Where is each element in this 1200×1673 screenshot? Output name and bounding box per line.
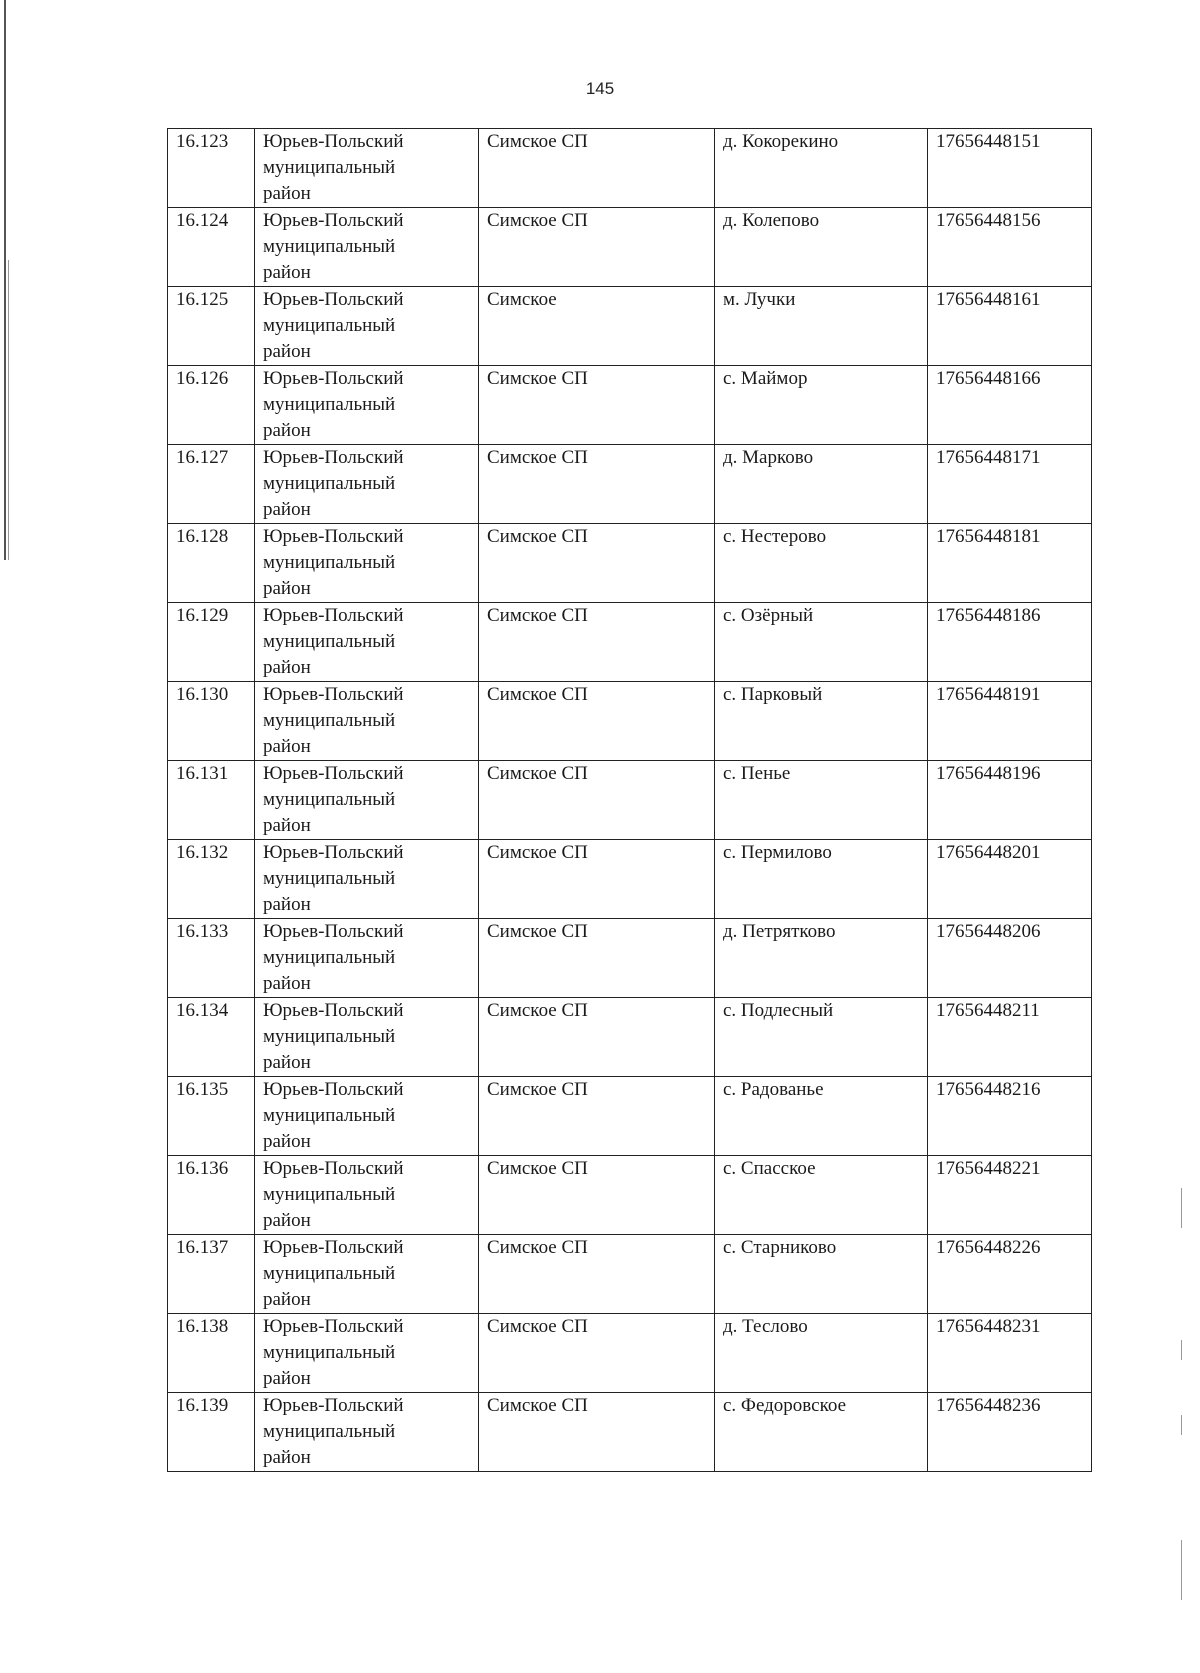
district-line: Юрьев-Польский — [263, 684, 404, 705]
district-cell — [255, 208, 479, 287]
table-row — [168, 445, 1092, 524]
district-line: муниципальный — [263, 789, 396, 810]
settlement-cell: Симское СП — [479, 603, 715, 682]
table-row — [168, 1314, 1092, 1393]
row-number: 16.124 — [168, 208, 255, 287]
district-line: муниципальный — [263, 947, 396, 968]
locality-cell: д. Марково — [715, 445, 928, 524]
table-row — [168, 129, 1092, 208]
district-line: район — [263, 1368, 311, 1389]
district-line: муниципальный — [263, 868, 396, 889]
row-number: 16.138 — [168, 1314, 255, 1393]
row-number: 16.127 — [168, 445, 255, 524]
district-line: муниципальный — [263, 473, 396, 494]
district-line: Юрьев-Польский — [263, 210, 404, 231]
row-number: 16.128 — [168, 524, 255, 603]
district-line: Юрьев-Польский — [263, 289, 404, 310]
district-cell — [255, 287, 479, 366]
district-line: муниципальный — [263, 1105, 396, 1126]
settlements-table — [167, 128, 1092, 1472]
locality-cell: с. Спасское — [715, 1156, 928, 1235]
settlement-cell: Симское СП — [479, 1235, 715, 1314]
table-row — [168, 682, 1092, 761]
settlement-cell: Симское СП — [479, 445, 715, 524]
district-line: Юрьев-Польский — [263, 1079, 404, 1100]
district-line: Юрьев-Польский — [263, 1395, 404, 1416]
district-line: район — [263, 499, 311, 520]
table-row — [168, 998, 1092, 1077]
page-number: 145 — [585, 79, 615, 98]
district-line: муниципальный — [263, 1026, 396, 1047]
district-line: район — [263, 1210, 311, 1231]
district-line: Юрьев-Польский — [263, 1000, 404, 1021]
district-cell — [255, 1077, 479, 1156]
oktmo-code-cell: 17656448211 — [928, 998, 1092, 1077]
district-cell — [255, 761, 479, 840]
district-line: Юрьев-Польский — [263, 447, 404, 468]
district-line: муниципальный — [263, 552, 396, 573]
table-row — [168, 919, 1092, 998]
settlement-cell: Симское СП — [479, 919, 715, 998]
oktmo-code-cell: 17656448191 — [928, 682, 1092, 761]
oktmo-code-cell: 17656448166 — [928, 366, 1092, 445]
district-cell — [255, 524, 479, 603]
row-number: 16.129 — [168, 603, 255, 682]
district-line: Юрьев-Польский — [263, 921, 404, 942]
settlement-cell: Симское СП — [479, 998, 715, 1077]
district-line: район — [263, 894, 311, 915]
district-cell — [255, 1235, 479, 1314]
district-line: муниципальный — [263, 1184, 396, 1205]
oktmo-code-cell: 17656448196 — [928, 761, 1092, 840]
scan-mark — [1181, 1340, 1182, 1360]
oktmo-code-cell: 17656448231 — [928, 1314, 1092, 1393]
row-number: 16.134 — [168, 998, 255, 1077]
oktmo-code-cell: 17656448156 — [928, 208, 1092, 287]
district-line: муниципальный — [263, 236, 396, 257]
district-line: муниципальный — [263, 157, 396, 178]
district-line: муниципальный — [263, 394, 396, 415]
district-line: муниципальный — [263, 1263, 396, 1284]
oktmo-code-cell: 17656448206 — [928, 919, 1092, 998]
settlement-cell: Симское СП — [479, 1077, 715, 1156]
table-row — [168, 208, 1092, 287]
oktmo-code-cell: 17656448151 — [928, 129, 1092, 208]
table-body — [168, 129, 1092, 1472]
district-line: район — [263, 1289, 311, 1310]
scan-edge-mark — [8, 260, 9, 560]
district-cell — [255, 840, 479, 919]
district-line: Юрьев-Польский — [263, 842, 404, 863]
district-line: район — [263, 341, 311, 362]
district-line: Юрьев-Польский — [263, 1316, 404, 1337]
district-line: район — [263, 183, 311, 204]
row-number: 16.139 — [168, 1393, 255, 1472]
row-number: 16.135 — [168, 1077, 255, 1156]
settlement-cell: Симское СП — [479, 682, 715, 761]
district-line: муниципальный — [263, 1342, 396, 1363]
settlement-cell: Симское СП — [479, 129, 715, 208]
row-number: 16.125 — [168, 287, 255, 366]
district-cell — [255, 445, 479, 524]
settlement-cell: Симское СП — [479, 1393, 715, 1472]
locality-cell: с. Федоровское — [715, 1393, 928, 1472]
locality-cell: д. Петрятково — [715, 919, 928, 998]
settlement-cell: Симское СП — [479, 1156, 715, 1235]
district-cell — [255, 129, 479, 208]
district-line: район — [263, 1052, 311, 1073]
row-number: 16.123 — [168, 129, 255, 208]
settlement-cell: Симское СП — [479, 761, 715, 840]
district-line: Юрьев-Польский — [263, 131, 404, 152]
row-number: 16.126 — [168, 366, 255, 445]
scan-mark — [1181, 1540, 1182, 1600]
locality-cell: с. Озёрный — [715, 603, 928, 682]
district-line: Юрьев-Польский — [263, 1237, 404, 1258]
oktmo-code-cell: 17656448221 — [928, 1156, 1092, 1235]
table-row — [168, 524, 1092, 603]
row-number: 16.131 — [168, 761, 255, 840]
oktmo-code-cell: 17656448226 — [928, 1235, 1092, 1314]
locality-cell: д. Кокорекино — [715, 129, 928, 208]
scan-mark — [1181, 1188, 1182, 1228]
district-line: район — [263, 1131, 311, 1152]
locality-cell: с. Радованье — [715, 1077, 928, 1156]
table-row — [168, 366, 1092, 445]
row-number: 16.136 — [168, 1156, 255, 1235]
table-row — [168, 1235, 1092, 1314]
district-line: район — [263, 420, 311, 441]
district-cell — [255, 919, 479, 998]
scan-mark — [1181, 1415, 1182, 1435]
settlement-cell: Симское СП — [479, 208, 715, 287]
district-cell — [255, 998, 479, 1077]
settlement-cell: Симское СП — [479, 1314, 715, 1393]
oktmo-code-cell: 17656448201 — [928, 840, 1092, 919]
locality-cell: с. Нестерово — [715, 524, 928, 603]
table-row — [168, 1393, 1092, 1472]
row-number: 16.130 — [168, 682, 255, 761]
locality-cell: м. Лучки — [715, 287, 928, 366]
district-line: муниципальный — [263, 631, 396, 652]
district-line: Юрьев-Польский — [263, 368, 404, 389]
table-row — [168, 287, 1092, 366]
oktmo-code-cell: 17656448181 — [928, 524, 1092, 603]
district-cell — [255, 366, 479, 445]
table-row — [168, 603, 1092, 682]
settlement-cell: Симское СП — [479, 840, 715, 919]
table-row — [168, 761, 1092, 840]
locality-cell: с. Пенье — [715, 761, 928, 840]
district-line: район — [263, 657, 311, 678]
oktmo-code-cell: 17656448216 — [928, 1077, 1092, 1156]
row-number: 16.132 — [168, 840, 255, 919]
district-line: район — [263, 736, 311, 757]
district-line: Юрьев-Польский — [263, 526, 404, 547]
oktmo-code-cell: 17656448171 — [928, 445, 1092, 524]
district-line: район — [263, 973, 311, 994]
district-line: район — [263, 1447, 311, 1468]
row-number: 16.137 — [168, 1235, 255, 1314]
locality-cell: д. Колепово — [715, 208, 928, 287]
oktmo-code-cell: 17656448161 — [928, 287, 1092, 366]
district-line: район — [263, 262, 311, 283]
locality-cell: с. Пермилово — [715, 840, 928, 919]
locality-cell: с. Подлесный — [715, 998, 928, 1077]
district-line: Юрьев-Польский — [263, 605, 404, 626]
district-line: муниципальный — [263, 315, 396, 336]
district-line: муниципальный — [263, 710, 396, 731]
district-line: район — [263, 815, 311, 836]
locality-cell: д. Теслово — [715, 1314, 928, 1393]
district-cell — [255, 603, 479, 682]
district-line: Юрьев-Польский — [263, 763, 404, 784]
district-cell — [255, 1156, 479, 1235]
table-row — [168, 840, 1092, 919]
locality-cell: с. Старниково — [715, 1235, 928, 1314]
row-number: 16.133 — [168, 919, 255, 998]
district-cell — [255, 682, 479, 761]
district-line: Юрьев-Польский — [263, 1158, 404, 1179]
locality-cell: с. Парковый — [715, 682, 928, 761]
oktmo-code-cell: 17656448186 — [928, 603, 1092, 682]
settlement-cell: Симское СП — [479, 366, 715, 445]
district-line: район — [263, 578, 311, 599]
table-row — [168, 1156, 1092, 1235]
locality-cell: с. Маймор — [715, 366, 928, 445]
district-cell — [255, 1314, 479, 1393]
oktmo-code-cell: 17656448236 — [928, 1393, 1092, 1472]
settlement-cell: Симское СП — [479, 524, 715, 603]
district-cell — [255, 1393, 479, 1472]
district-line: муниципальный — [263, 1421, 396, 1442]
settlement-cell: Симское — [479, 287, 715, 366]
table-row — [168, 1077, 1092, 1156]
